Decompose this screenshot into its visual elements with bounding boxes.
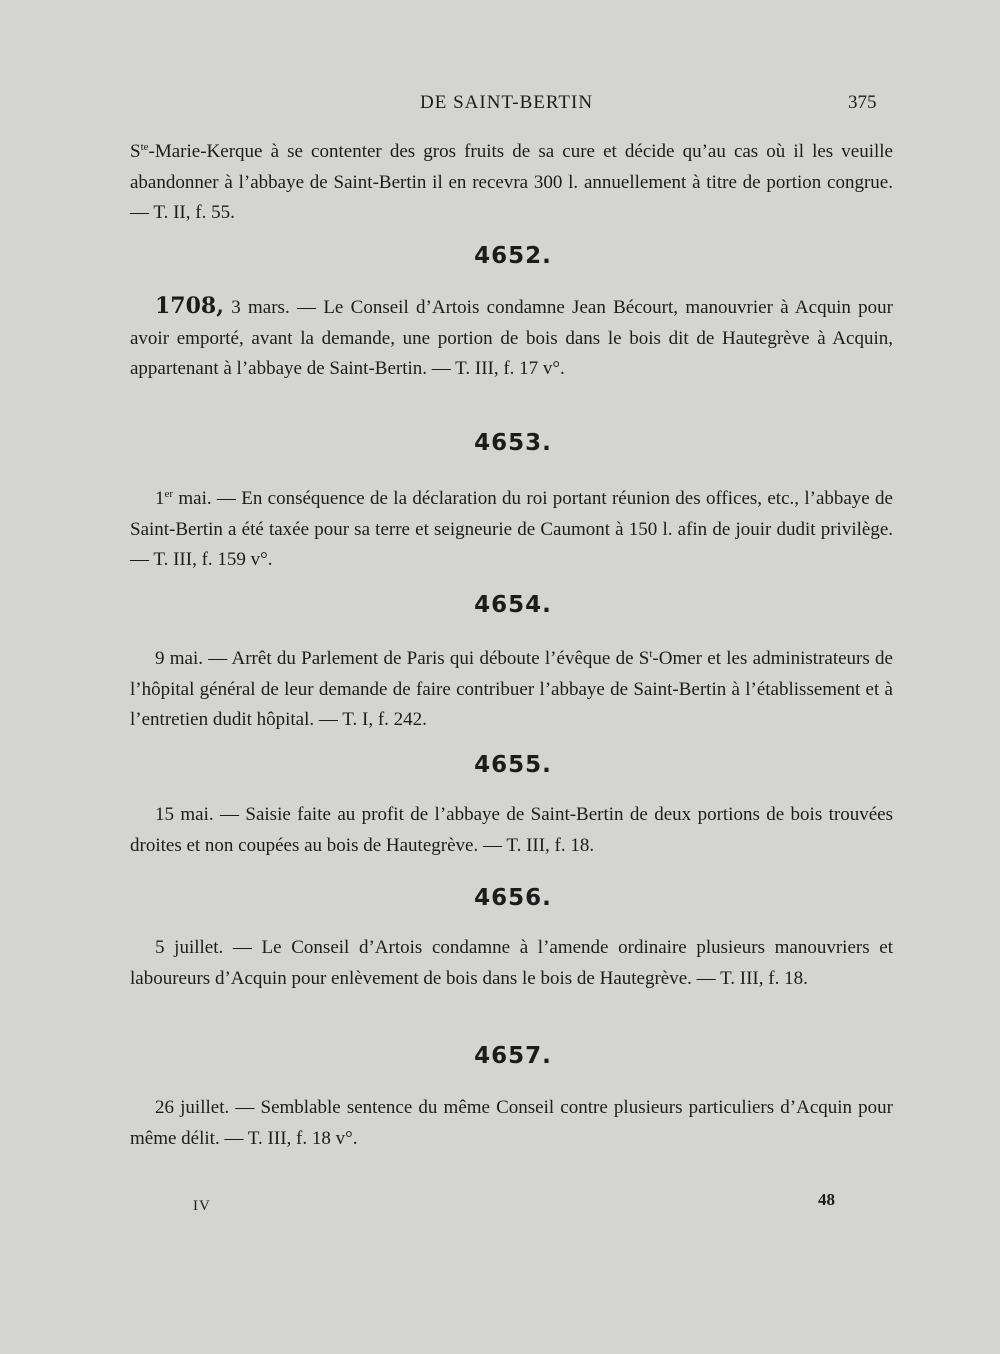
entry-year: 1708, (155, 293, 224, 319)
entry-text-4653 (130, 479, 893, 576)
entry-number-4652: 4652. (474, 243, 552, 269)
intro-text-a: S (130, 141, 141, 162)
entry-lead: 1 (155, 488, 165, 509)
entry-body: 3 mars. — Le Conseil d’Artois condamne Jean Bécourt, manouvrier à Acquin pour avoir emporté, avant la demande, une portion de bois dans le bois dit de Hautegrève à Acquin, appartenant à l’abbaye de Saint-Bertin. — T. III, f. 17 v°. (130, 297, 893, 379)
intro-text-b: -Marie-Kerque à se contenter des gros fruits de sa cure et décide qu’au cas où il les veuille abandonner à l’abbaye de Saint-Bertin il en recevra 300 l. annuellement à titre de portion congrue. — T. II, f. 55. (130, 141, 893, 223)
entry-number-4657: 4657. (474, 1043, 552, 1069)
entry-text-4657: 26 juillet. — Semblable sentence du même Conseil contre plusieurs particuliers d’Acquin pour même délit. — T. III, f. 18 v°. (130, 1097, 893, 1149)
running-header-title: DE SAINT-BERTIN (420, 92, 594, 113)
entry-superscript: er (164, 488, 174, 500)
entry-number-4656: 4656. (474, 885, 552, 911)
entry-text-4654 (130, 639, 893, 736)
entry-body-a: 9 mai. — Arrêt du Parlement de Paris qui déboute l’évêque de S (155, 648, 650, 669)
entry-text-4656: 5 juillet. — Le Conseil d’Artois condamne à l’amende ordinaire plusieurs manouvriers et laboureurs d’Acquin pour enlèvement de bois dans le bois de Hautegrève. — T. III, f. 18. (130, 937, 893, 989)
sheet-number: 48 (818, 1190, 835, 1209)
intro-superscript: te (140, 141, 149, 153)
entry-body: mai. — En conséquence de la déclaration du roi portant réunion des offices, etc., l’abbaye de Saint-Bertin a été taxée pour sa terre et seigneurie de Caumont à 150 l. afin de jouir dudit privilège. — T. III, f. 159 v°. (130, 488, 893, 570)
intro-paragraph (130, 132, 893, 229)
page-number: 375 (848, 92, 877, 113)
entry-number-4654: 4654. (474, 592, 552, 618)
entry-text-4652 (130, 291, 893, 385)
entry-number-4653: 4653. (474, 430, 552, 456)
entry-body-b: -Omer et les administrateurs de l’hôpital général de leur demande de faire contribuer l’abbaye de Saint-Bertin à l’établissement et à l’entretien dudit hôpital. — T. I, f. 242. (130, 648, 893, 730)
entry-number-4655: 4655. (474, 752, 552, 778)
entry-text-4655: 15 mai. — Saisie faite au profit de l’abbaye de Saint-Bertin de deux portions de bois trouvées droites et non coupées au bois de Hautegrève. — T. III, f. 18. (130, 804, 893, 856)
entry-superscript: t (649, 648, 653, 660)
signature-mark: IV (193, 1198, 211, 1214)
